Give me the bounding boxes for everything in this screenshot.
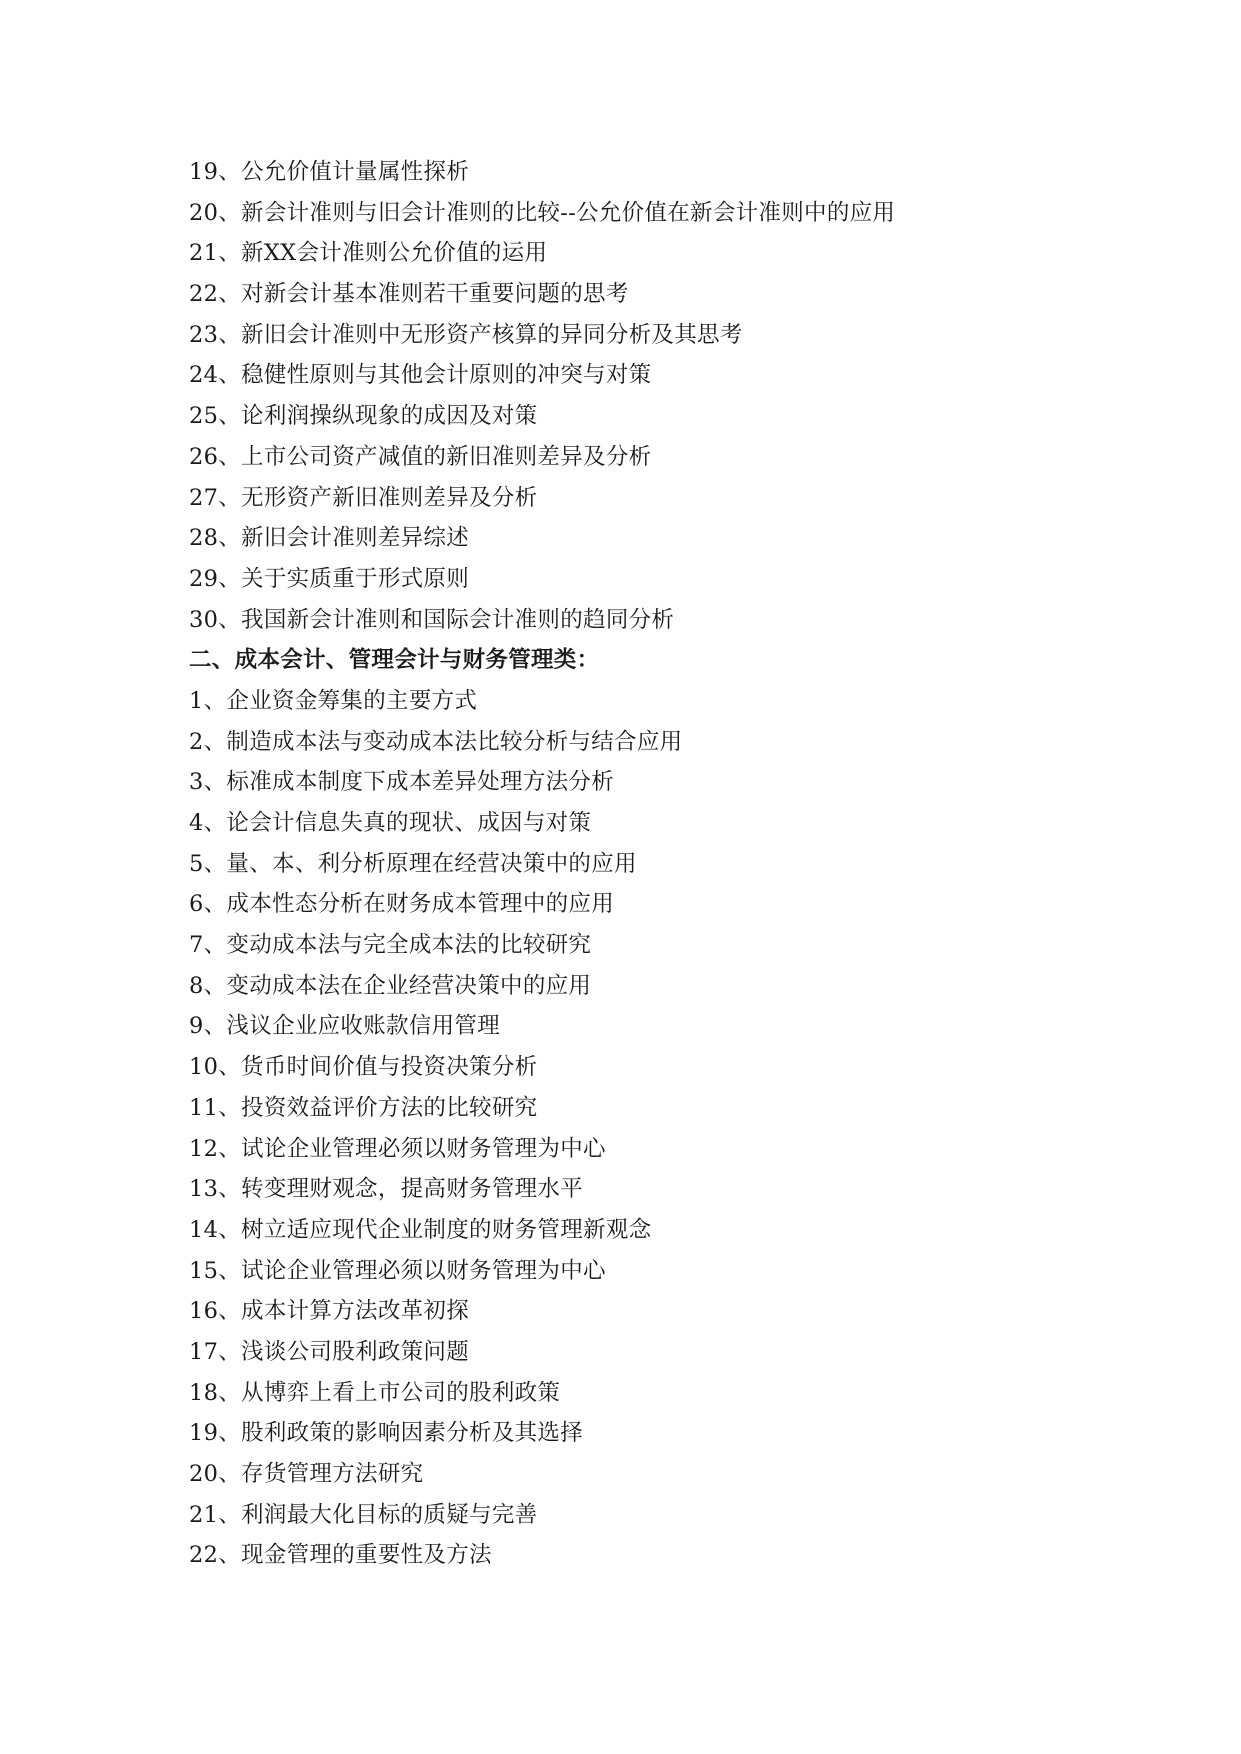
list-item: 14、树立适应现代企业制度的财务管理新观念 [189, 1216, 652, 1243]
list-item: 3、标准成本制度下成本差异处理方法分析 [189, 769, 615, 796]
list-item: 9、浅议企业应收账款信用管理 [189, 1013, 501, 1040]
list-item: 15、试论企业管理必须以财务管理为中心 [189, 1257, 606, 1284]
list-item: 17、浅谈公司股利政策问题 [189, 1338, 470, 1365]
list-item: 2、制造成本法与变动成本法比较分析与结合应用 [189, 728, 683, 755]
list-item: 4、论会计信息失真的现状、成因与对策 [189, 810, 592, 836]
list-item: 23、新旧会计准则中无形资产核算的异同分析及其思考 [189, 321, 743, 348]
list-item: 29、关于实质重于形式原则 [189, 565, 470, 592]
list-item: 21、新XX会计准则公允价值的运用 [189, 240, 548, 267]
list-item: 28、新旧会计准则差异综述 [189, 525, 470, 552]
list-item: 22、对新会计基本准则若干重要问题的思考 [189, 281, 629, 308]
list-item: 13、转变理财观念，提高财务管理水平 [189, 1176, 584, 1203]
list-item: 21、利润最大化目标的质疑与完善 [189, 1501, 538, 1528]
list-item: 20、存货管理方法研究 [189, 1461, 424, 1487]
list-item: 18、从博弈上看上市公司的股利政策 [189, 1379, 561, 1406]
list-item: 8、变动成本法在企业经营决策中的应用 [189, 972, 592, 999]
list-item: 19、公允价值计量属性探析 [189, 159, 470, 185]
list-item: 5、量、本、利分析原理在经营决策中的应用 [189, 850, 637, 877]
list-item: 11、投资效益评价方法的比较研究 [189, 1094, 538, 1121]
list-item: 25、论利润操纵现象的成因及对策 [189, 403, 538, 430]
topic-list [189, 152, 1169, 1576]
list-item: 26、上市公司资产减值的新旧准则差异及分析 [189, 443, 652, 470]
list-item: 6、成本性态分析在财务成本管理中的应用 [189, 891, 615, 918]
section-heading: 二、成本会计、管理会计与财务管理类： [189, 647, 600, 674]
list-item: 30、我国新会计准则和国际会计准则的趋同分析 [189, 606, 675, 633]
list-item: 12、试论企业管理必须以财务管理为中心 [189, 1135, 606, 1162]
list-item: 10、货币时间价值与投资决策分析 [189, 1054, 538, 1081]
list-item: 24、稳健性原则与其他会计原则的冲突与对策 [189, 362, 652, 389]
list-item: 1、企业资金筹集的主要方式 [189, 687, 478, 714]
list-item: 22、现金管理的重要性及方法 [189, 1542, 492, 1569]
list-item: 16、成本计算方法改革初探 [189, 1298, 470, 1325]
list-item: 27、无形资产新旧准则差异及分析 [189, 484, 538, 511]
list-item: 20、新会计准则与旧会计准则的比较--公允价值在新会计准则中的应用 [189, 199, 896, 226]
list-item: 7、变动成本法与完全成本法的比较研究 [189, 932, 592, 959]
list-item: 19、股利政策的影响因素分析及其选择 [189, 1420, 584, 1447]
